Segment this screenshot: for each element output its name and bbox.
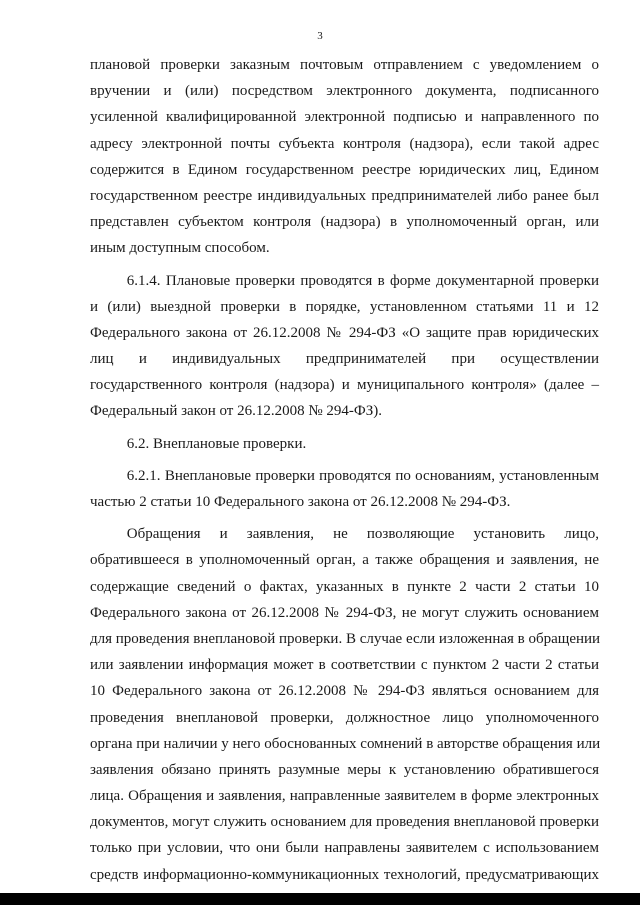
text-line: или заявлении информация может в соответствии с пунктом 2 части 2 статьи <box>90 657 599 674</box>
text-line: содержащие сведений о фактах, указанных в пункте 2 части 2 статьи 10 <box>90 578 599 595</box>
text-line: иным доступным способом. <box>90 240 270 257</box>
scan-bottom-border <box>0 893 640 905</box>
text-line: для проведения внеплановой проверки. В случае если изложенная в обращении <box>90 630 601 647</box>
text-line: средств информационно-коммуникационных технологий, предусматривающих <box>90 866 599 883</box>
text-line: лиц и индивидуальных предпринимателей при осуществлении <box>90 351 599 368</box>
text-line: Федерального закона от 26.12.2008 № 294-ФЗ «О защите прав юридических <box>90 324 599 341</box>
text-line: 6.1.4. Плановые проверки проводятся в форме документарной проверки <box>126 272 599 289</box>
text-line: вручении и (или) посредством электронного документа, подписанного <box>90 83 599 100</box>
text-line: усиленной квалифицированной электронной подписью и направленного по <box>90 109 599 126</box>
text-line: документов, могут служить основанием для проведения внеплановой проверки <box>90 814 599 831</box>
text-line: адресу электронной почты субъекта контроля (надзора), если такой адрес <box>90 135 599 152</box>
text-line: Федерального закона от 26.12.2008 № 294-ФЗ, не могут служить основанием <box>90 604 599 621</box>
text-line: содержится в Едином государственном реестре юридических лиц, Едином <box>90 161 599 178</box>
text-line: лица. Обращения и заявления, направленные заявителем в форме электронных <box>90 788 599 805</box>
text-line: частью 2 статьи 10 Федерального закона от 26.12.2008 № 294-ФЗ. <box>90 494 511 510</box>
text-line: только при условии, что они были направлены заявителем с использованием <box>90 840 599 857</box>
text-line: 6.2. Внеплановые проверки. <box>126 435 307 452</box>
text-line: Обращения и заявления, не позволяющие установить лицо, <box>126 526 599 543</box>
text-line: представлен субъектом контроля (надзора) в уполномоченный орган, или <box>90 214 599 231</box>
page-number: 3 <box>317 30 323 42</box>
text-line: государственном реестре индивидуальных предпринимателей либо ранее был <box>90 187 599 204</box>
text-line: обратившееся в уполномоченный орган, а также обращения и заявления, не <box>90 552 599 569</box>
text-line: проведения внеплановой проверки, должностное лицо уполномоченного <box>90 709 599 726</box>
document-body <box>90 52 599 888</box>
text-line: заявления обязано принять разумные меры к установлению обратившегося <box>90 761 599 778</box>
text-line: 6.2.1. Внеплановые проверки проводятся по основаниям, установленным <box>126 467 599 484</box>
text-line: и (или) выездной проверки в порядке, установленном статьями 11 и 12 <box>90 298 599 315</box>
text-line: плановой проверки заказным почтовым отправлением с уведомлением о <box>90 57 599 73</box>
text-line: государственного контроля (надзора) и муниципального контроля» (далее – <box>90 377 599 394</box>
text-line: Федеральный закон от 26.12.2008 № 294-ФЗ). <box>90 403 383 420</box>
text-line: 10 Федерального закона от 26.12.2008 № 294-ФЗ являться основанием для <box>90 683 599 700</box>
text-line: органа при наличии у него обоснованных сомнений в авторстве обращения или <box>90 735 601 752</box>
